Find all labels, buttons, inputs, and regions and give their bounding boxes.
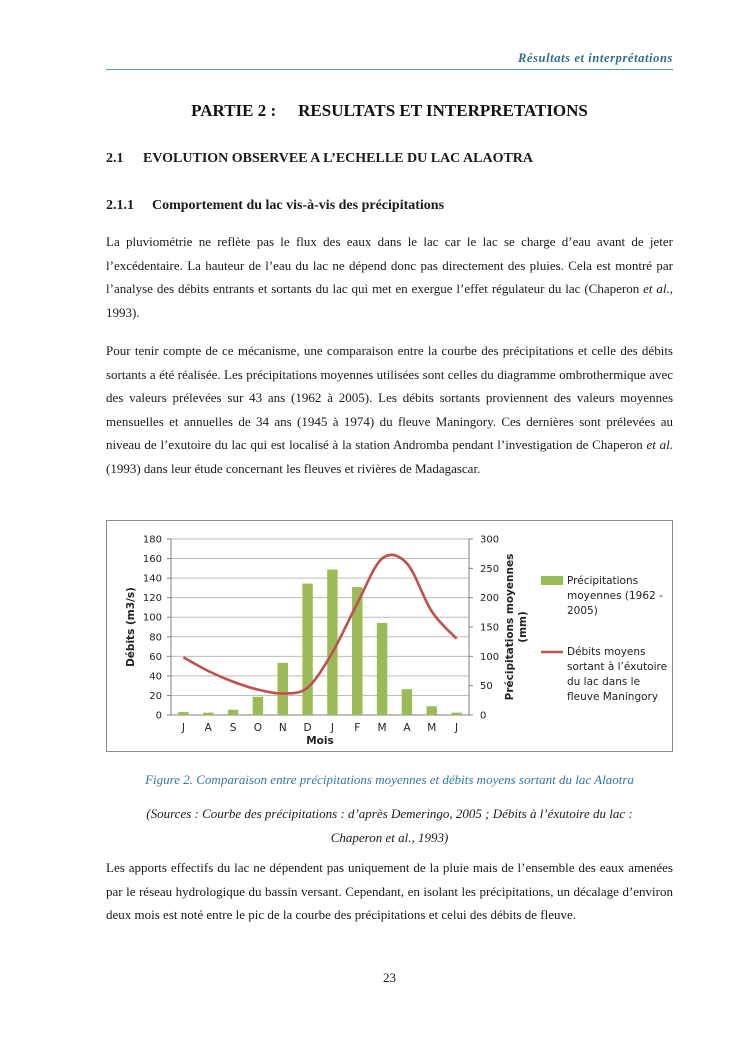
- figure-chart: [106, 520, 673, 752]
- y-tick-label-right: 150: [480, 622, 500, 634]
- legend-label-debits: du lac dans le: [567, 676, 641, 688]
- bar-precipitation: [278, 663, 288, 715]
- x-axis-title: Mois: [306, 735, 334, 747]
- y-tick-label-left: 20: [149, 690, 162, 702]
- bar-precipitation: [203, 713, 213, 715]
- bar-precipitation: [402, 689, 412, 715]
- legend-label-precipitation: Précipitations: [567, 575, 639, 587]
- x-tick-label: J: [181, 722, 185, 734]
- bar-precipitation: [178, 712, 188, 715]
- y-tick-label-left: 180: [142, 534, 162, 546]
- legend-label-debits: sortant à l’éxutoire: [567, 661, 668, 673]
- section-title: EVOLUTION OBSERVEE A L’ECHELLE DU LAC ALAOTRA: [143, 151, 534, 166]
- figure-caption: Figure 2. Comparaison entre précipitations moyennes et débits moyens sortant du lac Alaotra: [145, 772, 634, 787]
- bar-precipitation: [327, 570, 337, 715]
- sources-line-1: (Sources : Courbe des précipitations : d’après Demeringo, 2005 ; Débits à l’éxutoire du lac :: [146, 806, 633, 821]
- bar-precipitation: [377, 623, 387, 715]
- y-tick-label-left: 160: [142, 554, 162, 566]
- y-tick-label-right: 50: [480, 681, 493, 693]
- y-tick-label-left: 40: [149, 671, 162, 683]
- chart-svg: [107, 521, 674, 753]
- paragraph-2: Pour tenir compte de ce mécanisme, une comparaison entre la courbe des précipitations et celle des débits sortants a été réalisée. Les précipitations moyennes utilisées sont celles du diagramme ombrothermique avec des valeurs prélevées sur 43 ans (1962 à 2005). Les débits sortants proviennent des valeurs moyennes mensuelles et annuelles de 34 ans (1945 à 1974) du fleuve Maningory. Ces dernières sont prélevées au niveau de l’exutoire du lac qui est localisé à la station Andromba pendant l’investigation de Chaperon et al. (1993) dans leur étude concernant les fleuves et rivières de Madagascar.: [106, 343, 674, 476]
- paragraph-1: La pluviométrie ne reflète pas le flux des eaux dans le lac car le lac se charge d’eau avant de jeter l’excédentaire. La hauteur de l’eau du lac ne dépend donc pas directement des pluies. Cela est montré par l’analyse des débits entrants et sortants du lac qui met en exergue l’effet régulateur du lac (Chaperon et al., 1993).: [106, 234, 673, 320]
- sources-line-2: Chaperon et al., 1993): [330, 830, 449, 845]
- section-heading: [106, 151, 533, 167]
- y-tick-label-right: 300: [480, 534, 500, 546]
- x-tick-label: O: [253, 722, 263, 734]
- legend-swatch-precipitation: [541, 576, 563, 585]
- page-number: 23: [383, 970, 396, 985]
- y-axis-title-left: Débits (m3/s): [125, 587, 137, 667]
- x-tick-label: S: [229, 722, 237, 734]
- x-tick-label: A: [204, 722, 212, 734]
- subsection-heading: [106, 198, 444, 214]
- bar-precipitation: [451, 713, 461, 715]
- legend-label-precipitation: 2005): [567, 605, 598, 617]
- y-tick-label-right: 250: [480, 563, 500, 575]
- subsection-number: 2.1.1: [106, 198, 134, 213]
- x-tick-label: J: [330, 722, 334, 734]
- part-number: PARTIE 2 :: [191, 101, 277, 120]
- y-tick-label-left: 80: [149, 632, 162, 644]
- y-tick-label-left: 0: [155, 710, 162, 722]
- y-tick-label-right: 200: [480, 593, 500, 605]
- legend-label-debits: fleuve Maningory: [567, 691, 659, 703]
- paragraph-3: Les apports effectifs du lac ne dépendent pas uniquement de la pluie mais de l’ensemble des eaux amenées par le réseau hydrologique du bassin versant. Cependant, en isolant les précipitations, un décalage d’environ deux mois est noté entre le pic de la courbe des précipitations et celui des débits de fleuve.: [106, 860, 673, 922]
- x-tick-label: M: [377, 722, 387, 734]
- y-tick-label-left: 140: [142, 573, 162, 585]
- section-number: 2.1: [106, 151, 124, 166]
- x-tick-label: D: [303, 722, 312, 734]
- y-tick-label-left: 120: [142, 593, 162, 605]
- x-tick-label: F: [354, 722, 361, 734]
- y-axis-title-right: Précipitations moyennes(mm): [504, 553, 529, 701]
- line-debits: [183, 555, 456, 694]
- bar-precipitation: [228, 710, 238, 715]
- bar-precipitation: [427, 706, 437, 715]
- running-header: Résultats et interprétations: [517, 51, 673, 65]
- figure-sources: [106, 802, 673, 850]
- legend-label-debits: Débits moyens: [567, 646, 646, 658]
- y-tick-label-right: 100: [480, 651, 500, 663]
- bar-precipitation: [302, 584, 312, 715]
- x-tick-label: M: [427, 722, 437, 734]
- x-tick-label: J: [455, 722, 459, 734]
- bar-precipitation: [253, 697, 263, 715]
- x-tick-label: A: [403, 722, 411, 734]
- x-tick-label: N: [278, 722, 287, 734]
- y-tick-label-left: 100: [142, 612, 162, 624]
- part-title: [106, 101, 673, 121]
- y-tick-label-right: 0: [480, 710, 487, 722]
- y-tick-label-left: 60: [149, 651, 162, 663]
- header-rule: [106, 69, 673, 70]
- part-heading: RESULTATS ET INTERPRETATIONS: [298, 101, 588, 120]
- subsection-title: Comportement du lac vis-à-vis des précipitations: [152, 198, 445, 213]
- legend-label-precipitation: moyennes (1962 -: [567, 590, 663, 602]
